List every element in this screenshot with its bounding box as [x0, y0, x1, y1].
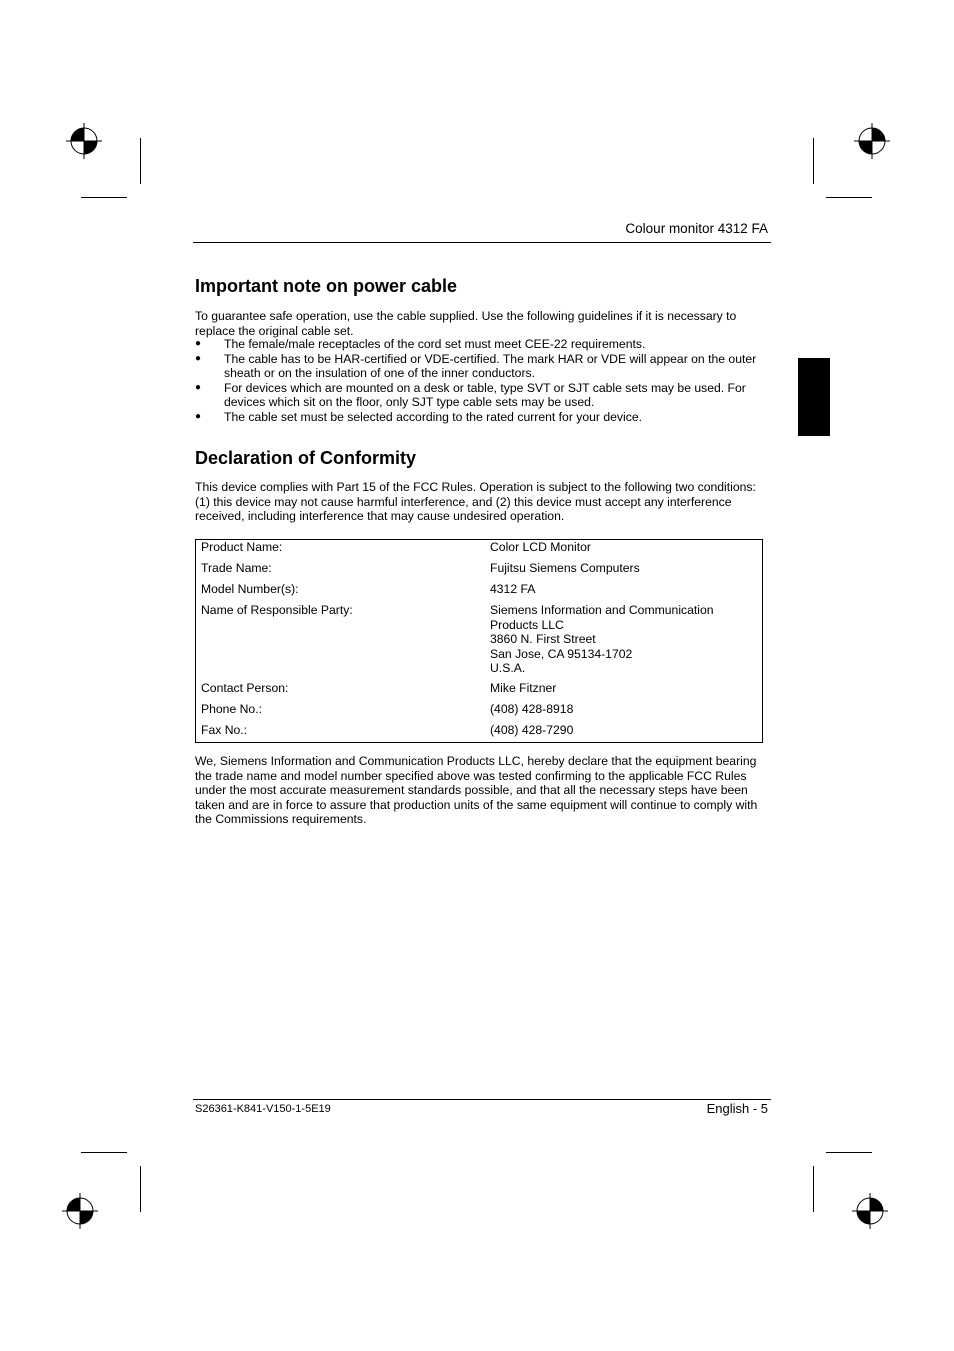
row-value: Color LCD Monitor	[490, 540, 591, 554]
bullet-icon: ●	[195, 381, 202, 393]
registration-mark-icon	[854, 123, 890, 159]
header-divider	[193, 242, 771, 243]
row-value: Fujitsu Siemens Computers	[490, 561, 640, 575]
crop-mark	[81, 1152, 127, 1153]
bullet-icon: ●	[195, 410, 202, 422]
row-value: (408) 428-8918	[490, 702, 574, 716]
crop-mark	[140, 1166, 141, 1212]
bullet-icon: ●	[195, 352, 202, 364]
crop-mark	[813, 1166, 814, 1212]
running-header-title: Colour monitor 4312 FA	[625, 221, 768, 236]
row-label: Model Number(s):	[201, 582, 299, 596]
row-value: Mike Fitzner	[490, 681, 557, 695]
row-value: (408) 428-7290	[490, 723, 574, 737]
row-label: Phone No.:	[201, 702, 262, 716]
section-heading-declaration: Declaration of Conformity	[195, 448, 417, 468]
declaration-info-table	[195, 539, 763, 743]
crop-mark	[826, 1152, 872, 1153]
registration-mark-icon	[66, 123, 102, 159]
registration-mark-icon	[852, 1193, 888, 1229]
page-number: English - 5	[706, 1101, 768, 1116]
row-value: Siemens Information and Communication Products LLC 3860 N. First Street San Jose, CA 95134-1702 U.S.A.	[490, 603, 714, 676]
list-item: ● For devices which are mounted on a desk or table, type SVT or SJT cable sets may be used. For devices which sit on the floor, only SJT type cable sets may be used.	[195, 380, 746, 410]
list-item: ● The female/male receptacles of the cord set must meet CEE-22 requirements.	[195, 337, 646, 351]
row-label: Name of Responsible Party:	[201, 603, 353, 617]
declaration-closing: We, Siemens Information and Communication Products LLC, hereby declare that the equipment bearing the trade name and model number specified above was tested confirming to the applicable FCC Rules under the most accurate measurement standards possible, and that all the necessary steps have been taken and are in force to assure that production units of the same equipment will continue to comply with the Commissions requirements.	[195, 754, 758, 827]
registration-mark-icon	[62, 1193, 98, 1229]
crop-mark	[81, 197, 127, 198]
list-item: ● The cable set must be selected according to the rated current for your device.	[195, 409, 642, 424]
crop-mark	[813, 138, 814, 184]
crop-mark	[826, 197, 872, 198]
chapter-tab-marker	[798, 358, 830, 436]
row-value: 4312 FA	[490, 582, 536, 596]
declaration-intro: This device complies with Part 15 of the FCC Rules. Operation is subject to the following two conditions: (1) this device may not cause harmful interference, and (2) this device must accept any interference received, including interference that may cause undesired operation.	[195, 480, 756, 524]
row-label: Trade Name:	[201, 561, 272, 575]
list-item: ● The cable has to be HAR-certified or VDE-certified. The mark HAR or VDE will appear on the outer sheath or on the insulation of one of the inner conductors.	[195, 351, 757, 381]
row-label: Fax No.:	[201, 723, 248, 737]
document-number: S26361-K841-V150-1-5E19	[195, 1103, 331, 1115]
row-label: Contact Person:	[201, 681, 289, 695]
power-cable-intro: To guarantee safe operation, use the cable supplied. Use the following guidelines if it is necessary to replace the original cable set.	[195, 309, 737, 338]
footer-divider	[193, 1099, 771, 1100]
row-label: Product Name:	[201, 540, 283, 554]
crop-mark	[140, 138, 141, 184]
bullet-icon: ●	[195, 338, 202, 349]
section-heading-power-cable: Important note on power cable	[195, 276, 458, 296]
power-cable-guidelines	[195, 337, 765, 425]
